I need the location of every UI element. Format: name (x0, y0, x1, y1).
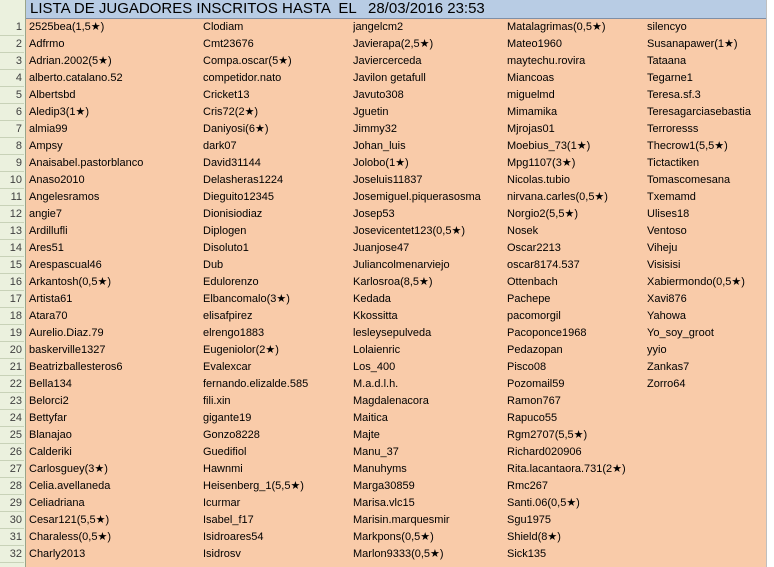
row-number: 27 (0, 461, 24, 478)
player-cell: Cricket13 (203, 89, 250, 101)
player-cell: dark07 (203, 140, 237, 152)
player-cell: Richard020906 (507, 446, 582, 458)
row-number: 10 (0, 172, 24, 189)
player-cell: Charaless(0,5★) (29, 531, 112, 543)
row-number: 21 (0, 359, 24, 376)
player-cell: Clodiam (203, 21, 244, 33)
player-cell: Calderiki (29, 446, 72, 458)
player-cell: Jimmy32 (353, 123, 398, 135)
player-cell: Johan_luis (353, 140, 406, 152)
row-number: 4 (0, 70, 24, 87)
player-cell: elisafpirez (203, 310, 253, 322)
player-cell: Manu_37 (353, 446, 399, 458)
player-cell: Dub (203, 259, 224, 271)
row-number: 16 (0, 274, 24, 291)
player-cell: Juanjose47 (353, 242, 410, 254)
player-cell: Thecrow1(5,5★) (647, 140, 728, 152)
row-number: 20 (0, 342, 24, 359)
player-cell: Jguetin (353, 106, 389, 118)
player-cell: Mpg1107(3★) (507, 157, 576, 169)
player-cell: Anaso2010 (29, 174, 85, 186)
player-cell: Josevicentet123(0,5★) (353, 225, 465, 237)
player-cell: Eugeniolor(2★) (203, 344, 279, 356)
player-cell: Ramon767 (507, 395, 561, 407)
player-cell: oscar8174.537 (507, 259, 580, 271)
player-cell: Cesar121(5,5★) (29, 514, 110, 526)
player-cell: Xavi876 (647, 293, 687, 305)
player-cell: Dionisiodiaz (203, 208, 263, 220)
player-cell: Kedada (353, 293, 391, 305)
row-number: 1 (0, 19, 24, 36)
row-number: 19 (0, 325, 24, 342)
player-cell: Bella134 (29, 378, 72, 390)
row-number: 3 (0, 53, 24, 70)
player-cell: Aurelio.Diaz.79 (29, 327, 104, 339)
player-cell: Pedazopan (507, 344, 563, 356)
player-cell: Arespascual46 (29, 259, 102, 271)
player-cell: Daniyosi(6★) (203, 123, 269, 135)
player-cell: yyio (647, 344, 667, 356)
player-cell: Beatrizballesteros6 (29, 361, 123, 373)
player-cell: Atara70 (29, 310, 68, 322)
player-cell: Disoluto1 (203, 242, 249, 254)
row-number: 26 (0, 444, 24, 461)
row-number: 32 (0, 546, 24, 563)
row-number: 11 (0, 189, 24, 206)
player-cell: Yahowa (647, 310, 686, 322)
player-cell: Sick135 (507, 548, 547, 560)
row-number: 5 (0, 87, 24, 104)
player-cell: Tomascomesana (647, 174, 731, 186)
player-cell: fernando.elizalde.585 (203, 378, 309, 390)
player-cell: Zankas7 (647, 361, 690, 373)
row-number: 7 (0, 121, 24, 138)
row-number: 30 (0, 512, 24, 529)
row-number: 12 (0, 206, 24, 223)
player-cell: Angelesramos (29, 191, 100, 203)
player-cell: Heisenberg_1(5,5★) (203, 480, 304, 492)
player-cell: Josep53 (353, 208, 395, 220)
player-cell: Nosek (507, 225, 539, 237)
player-cell: Isabel_f17 (203, 514, 254, 526)
player-cell: Susanapawer(1★) (647, 38, 738, 50)
player-cell: Kkossitta (353, 310, 398, 322)
player-cell: Charly2013 (29, 548, 86, 560)
player-cell: Jolobo(1★) (353, 157, 409, 169)
row-number: 9 (0, 155, 24, 172)
player-cell: Cmt23676 (203, 38, 254, 50)
sheet-right-edge (766, 0, 774, 567)
row-number: 29 (0, 495, 24, 512)
player-cell: Marga30859 (353, 480, 415, 492)
player-cell: silencyo (647, 21, 687, 33)
row-number: 18 (0, 308, 24, 325)
player-cell: Ardillufli (29, 225, 68, 237)
player-cell: Arkantosh(0,5★) (29, 276, 112, 288)
row-number: 6 (0, 104, 24, 121)
player-cell: gigante19 (203, 412, 252, 424)
player-cell: alberto.catalano.52 (29, 72, 123, 84)
player-cell: almia99 (29, 123, 68, 135)
player-cell: Celiadriana (29, 497, 85, 509)
player-cell: Marlon9333(0,5★) (353, 548, 444, 560)
page-title: LISTA DE JUGADORES INSCRITOS HASTA EL (30, 0, 357, 17)
player-cell: David31144 (203, 157, 261, 169)
player-cell: Marisin.marquesmir (353, 514, 450, 526)
player-cell: Bettyfar (29, 412, 67, 424)
player-cell: Miancoas (507, 72, 555, 84)
player-cell: Blanajao (29, 429, 72, 441)
player-cell: Teresagarciasebastia (647, 106, 751, 118)
player-cell: Pozomail59 (507, 378, 565, 390)
player-cell: Santi.06(0,5★) (507, 497, 580, 509)
player-cell: Evalexcar (203, 361, 252, 373)
player-cell: Magdalenacora (353, 395, 429, 407)
player-cell: Rita.lacantaora.731(2★) (507, 463, 626, 475)
player-cell: Rapuco55 (507, 412, 558, 424)
row-number: 31 (0, 529, 24, 546)
player-cell: Pachepe (507, 293, 551, 305)
player-cell: Juliancolmenarviejo (353, 259, 450, 271)
player-cell: Norgio2(5,5★) (507, 208, 579, 220)
player-cell: Karlosroa(8,5★) (353, 276, 433, 288)
player-cell: Guedifiol (203, 446, 247, 458)
player-cell: Majte (353, 429, 380, 441)
row-number: 15 (0, 257, 24, 274)
player-cell: Tataana (647, 55, 687, 67)
player-cell: Viheju (647, 242, 678, 254)
player-cell: nirvana.carles(0,5★) (507, 191, 608, 203)
player-cell: Yo_soy_groot (647, 327, 714, 339)
player-cell: Cris72(2★) (203, 106, 259, 118)
row-number: 23 (0, 393, 24, 410)
player-cell: Josemiguel.piquerasosma (353, 191, 481, 203)
timestamp: 28/03/2016 23:53 (368, 0, 485, 17)
player-cell: Lolaienric (353, 344, 401, 356)
row-number: 14 (0, 240, 24, 257)
player-cell: Ventoso (647, 225, 687, 237)
player-cell: Visisisi (647, 259, 681, 271)
player-cell: Mjrojas01 (507, 123, 555, 135)
player-cell: Belorci2 (29, 395, 69, 407)
player-cell: lesleysepulveda (353, 327, 432, 339)
player-cell: Adfrmo (29, 38, 65, 50)
player-cell: Zorro64 (647, 378, 686, 390)
player-cell: Javuto308 (353, 89, 404, 101)
player-cell: maytechu.rovira (507, 55, 586, 67)
row-number: 25 (0, 427, 24, 444)
player-cell: Txemamd (647, 191, 696, 203)
player-cell: pacomorgil (507, 310, 561, 322)
player-cell: Mimamika (507, 106, 558, 118)
player-cell: Javilon getafull (353, 72, 426, 84)
player-cell: Matalagrimas(0,5★) (507, 21, 606, 33)
player-cell: Ottenbach (507, 276, 558, 288)
player-cell: angie7 (29, 208, 63, 220)
player-cell: Icurmar (203, 497, 241, 509)
row-number: 28 (0, 478, 24, 495)
player-cell: Marisa.vlc15 (353, 497, 415, 509)
player-cell: Rmc267 (507, 480, 548, 492)
player-cell: Joseluis11837 (353, 174, 423, 186)
player-cell: Dieguito12345 (203, 191, 274, 203)
player-cell: Los_400 (353, 361, 396, 373)
row-number: 8 (0, 138, 24, 155)
player-cell: Isidroares54 (203, 531, 264, 543)
player-cell: Tegarne1 (647, 72, 693, 84)
player-cell: Markpons(0,5★) (353, 531, 434, 543)
player-cell: Xabiermondo(0,5★) (647, 276, 745, 288)
player-cell: Ulises18 (647, 208, 690, 220)
player-cell: Nicolas.tubio (507, 174, 570, 186)
player-cell: Rgm2707(5,5★) (507, 429, 588, 441)
player-cell: Ampsy (29, 140, 63, 152)
player-cell: Shield(8★) (507, 531, 561, 543)
player-cell: Tictactiken (647, 157, 700, 169)
player-cell: miguelmd (507, 89, 555, 101)
row-number: 2 (0, 36, 24, 53)
player-cell: Ares51 (29, 242, 64, 254)
player-cell: baskerville1327 (29, 344, 106, 356)
player-cell: Anaisabel.pastorblanco (29, 157, 144, 169)
player-cell: Delasheras1224 (203, 174, 284, 186)
player-cell: Manuhyms (353, 463, 407, 475)
player-cell: Aledip3(1★) (29, 106, 90, 118)
player-cell: jangelcm2 (353, 21, 404, 33)
row-number: 24 (0, 410, 24, 427)
player-cell: competidor.nato (203, 72, 282, 84)
player-cell: Hawnmi (203, 463, 243, 475)
row-number: 17 (0, 291, 24, 308)
player-cell: Artista61 (29, 293, 73, 305)
player-cell: Teresa.sf.3 (647, 89, 701, 101)
player-cell: Compa.oscar(5★) (203, 55, 292, 67)
player-cell: Sgu1975 (507, 514, 552, 526)
player-cell: Albertsbd (29, 89, 76, 101)
row-number: 22 (0, 376, 24, 393)
player-cell: Javiercerceda (353, 55, 422, 67)
player-cell: Carlosguey(3★) (29, 463, 108, 475)
player-cell: Terroresss (647, 123, 699, 135)
player-cell: Moebius_73(1★) (507, 140, 591, 152)
player-cell: Pisco08 (507, 361, 547, 373)
player-cell: Isidrosv (203, 548, 241, 560)
player-cell: Celia.avellaneda (29, 480, 111, 492)
player-cell: Oscar2213 (507, 242, 561, 254)
player-cell: 2525bea(1,5★) (29, 21, 105, 33)
player-cell: M.a.d.l.h. (353, 378, 399, 390)
row-number: 13 (0, 223, 24, 240)
player-cell: Pacoponce1968 (507, 327, 587, 339)
player-cell: elrengo1883 (203, 327, 265, 339)
player-cell: Edulorenzo (203, 276, 259, 288)
player-cell: fili.xin (203, 395, 231, 407)
player-cell: Gonzo8228 (203, 429, 260, 441)
player-cell: Mateo1960 (507, 38, 563, 50)
player-cell: Elbancomalo(3★) (203, 293, 290, 305)
player-cell: Diplogen (203, 225, 247, 237)
row-number-gutter (0, 0, 26, 567)
player-cell: Javierapa(2,5★) (353, 38, 434, 50)
player-cell: Maitica (353, 412, 388, 424)
player-cell: Adrian.2002(5★) (29, 55, 112, 67)
